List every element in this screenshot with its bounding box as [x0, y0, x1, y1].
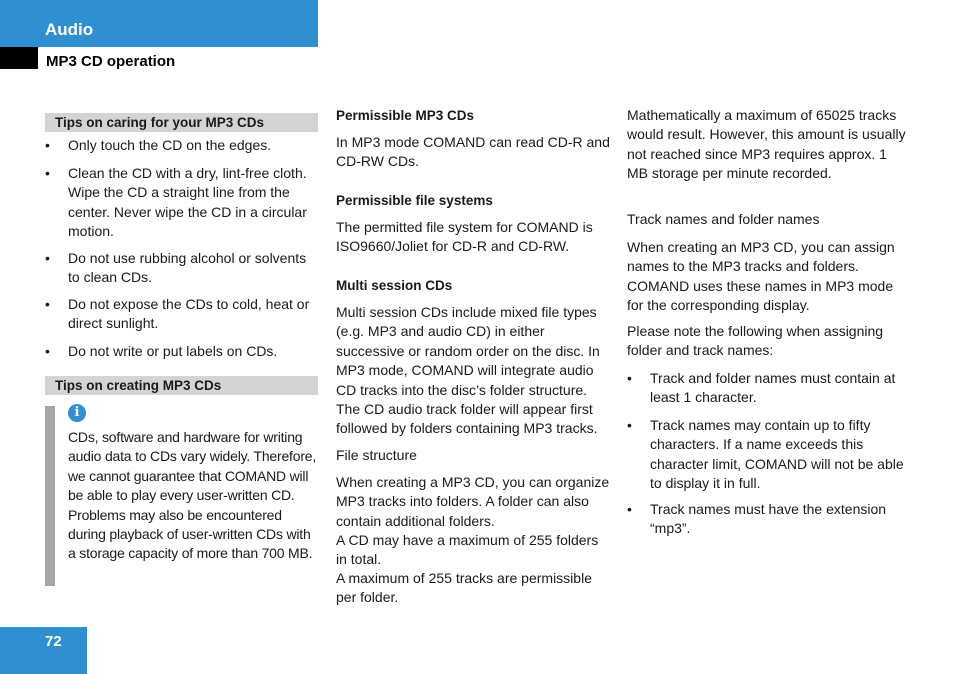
bullet: • [45, 250, 50, 266]
list-item-text: Do not expose the CDs to cold, heat or direct sunlight. [68, 296, 310, 332]
paragraph: When creating a MP3 CD, you can organize MP3 tracks into folders. A folder can also contain additional folders. [336, 474, 610, 529]
list-item [627, 416, 907, 494]
page-subtitle: MP3 CD operation [46, 53, 176, 70]
paragraph: Mathematically a maximum of 65025 tracks would result. However, this amount is usually not reached since MP3 requires approx. 1 MB storage per minute recorded. [627, 107, 906, 182]
note-sidebar [45, 406, 55, 586]
paragraph: When creating an MP3 CD, you can assign names to the MP3 tracks and folders. COMAND uses these names in MP3 mode for the corresponding display. [627, 239, 895, 314]
bullet: • [627, 370, 632, 386]
bullet: • [45, 296, 50, 312]
paragraph: In MP3 mode COMAND can read CD-R and CD-RW CDs. [336, 134, 610, 170]
list-item [45, 164, 318, 242]
chapter-title: Audio [45, 20, 94, 39]
section-heading-caring: Tips on caring for your MP3 CDs [45, 113, 318, 132]
paragraph: Multi session CDs include mixed file types (e.g. MP3 and audio CD) in either successive or random order on the disc. In MP3 mode, COMAND will integrate audio CD tracks into the disc’s folder structure. The CD audio track folder will appear first followed by folders containing MP3 tracks. [336, 304, 600, 437]
list-item-text: Track names must have the extension “mp3”. [650, 501, 887, 537]
page-number-box [0, 627, 87, 674]
label-track-folder-names: Track names and folder names [627, 211, 820, 227]
label-file-structure: File structure [336, 447, 417, 463]
bullet: • [627, 501, 632, 517]
note-text: CDs, software and hardware for writing audio data to CDs vary widely. Therefore, we cannot guarantee that COMAND will be able to play every user-written CD. Problems may also be encountered during playback of user-written CDs with a storage capacity of more than 700 MB. [68, 429, 317, 562]
list-item [45, 295, 318, 334]
heading-multi-session: Multi session CDs [336, 278, 453, 293]
paragraph: A CD may have a maximum of 255 folders in total. [336, 532, 599, 568]
bullet: • [627, 417, 632, 433]
bullet: • [45, 343, 50, 359]
list-item [627, 369, 907, 408]
list-item-text: Do not use rubbing alcohol or solvents to clean CDs. [68, 250, 307, 286]
info-icon: i [68, 404, 86, 422]
section-heading-creating: Tips on creating MP3 CDs [45, 376, 318, 395]
bullet: • [45, 137, 50, 153]
list-item-text: Clean the CD with a dry, lint-free cloth. Wipe the CD a straight line from the center. Never wipe the CD in a circular motion. [68, 165, 307, 240]
list-item [45, 136, 318, 155]
list-item [45, 249, 318, 288]
list-item [45, 342, 318, 361]
heading-permissible-mp3: Permissible MP3 CDs [336, 108, 475, 123]
page-number: 72 [45, 633, 62, 650]
list-item-text: Track names may contain up to fifty characters. If a name exceeds this character limit, COMAND will not be able to display it in full. [650, 417, 904, 492]
list-item-text: Do not write or put labels on CDs. [68, 343, 278, 359]
list-item-text: Track and folder names must contain at least 1 character. [650, 370, 896, 406]
list-item-text: Only touch the CD on the edges. [68, 137, 272, 153]
paragraph: Please note the following when assigning folder and track names: [627, 323, 884, 359]
paragraph: A maximum of 255 tracks are permissible per folder. [336, 570, 592, 606]
bullet: • [45, 165, 50, 181]
subtitle-marker [0, 47, 38, 69]
heading-file-systems: Permissible file systems [336, 193, 493, 208]
list-item [627, 500, 907, 539]
paragraph: The permitted file system for COMAND is ISO9660/Joliet for CD-R and CD-RW. [336, 219, 593, 255]
